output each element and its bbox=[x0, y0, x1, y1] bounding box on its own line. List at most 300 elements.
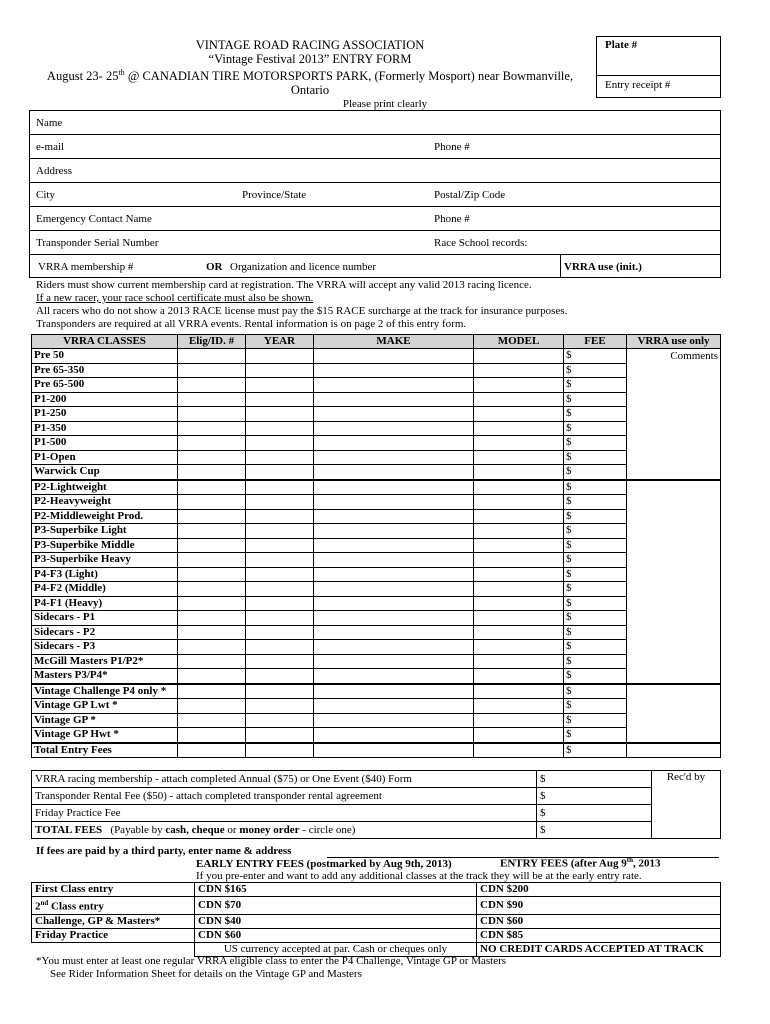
fee-cell[interactable]: $ bbox=[564, 669, 627, 684]
make-cell[interactable] bbox=[314, 611, 474, 626]
fee-cell[interactable]: $ bbox=[564, 596, 627, 611]
year-cell[interactable] bbox=[246, 524, 314, 539]
footer-note-rider-info: See Rider Information Sheet for details on the Vintage GP and Masters bbox=[50, 968, 362, 980]
year-cell[interactable] bbox=[246, 625, 314, 640]
friday-practice-fee-label: Friday Practice Fee bbox=[32, 805, 537, 822]
make-cell[interactable] bbox=[314, 349, 474, 364]
form-header bbox=[30, 38, 590, 97]
fee-cell[interactable]: $ bbox=[564, 363, 627, 378]
class-name: P3-Superbike Heavy bbox=[32, 553, 178, 568]
fee-cell[interactable]: $ bbox=[564, 524, 627, 539]
class-name: Vintage GP Hwt * bbox=[32, 728, 178, 743]
table-row bbox=[32, 611, 721, 626]
table-row bbox=[32, 509, 721, 524]
vrra-use-cell[interactable] bbox=[627, 436, 721, 451]
vrra-use-cell[interactable] bbox=[627, 509, 721, 524]
fee-cell[interactable]: $ bbox=[564, 640, 627, 655]
year-cell[interactable] bbox=[246, 728, 314, 743]
col-model: MODEL bbox=[474, 335, 564, 349]
col-elig-id: Elig/ID. # bbox=[178, 335, 246, 349]
elig-id-cell[interactable] bbox=[178, 582, 246, 597]
model-cell[interactable] bbox=[474, 582, 564, 597]
class-name: Vintage Challenge P4 only * bbox=[32, 684, 178, 699]
transponder-serial-field[interactable]: Transponder Serial Number bbox=[36, 237, 159, 249]
province-state-field[interactable]: Province/State bbox=[242, 189, 307, 201]
model-cell[interactable] bbox=[474, 728, 564, 743]
model-cell[interactable] bbox=[474, 713, 564, 728]
year-cell[interactable] bbox=[246, 421, 314, 436]
model-cell[interactable] bbox=[474, 349, 564, 364]
make-cell[interactable] bbox=[314, 436, 474, 451]
race-school-records-field[interactable]: Race School records: bbox=[434, 237, 528, 249]
elig-id-cell[interactable] bbox=[178, 640, 246, 655]
col-fee: FEE bbox=[564, 335, 627, 349]
fee-cell[interactable]: $ bbox=[564, 378, 627, 393]
vrra-use-cell[interactable] bbox=[627, 480, 721, 495]
year-cell[interactable] bbox=[246, 495, 314, 510]
vrra-use-cell[interactable] bbox=[627, 582, 721, 597]
table-row bbox=[32, 567, 721, 582]
model-cell[interactable] bbox=[474, 538, 564, 553]
class-name: P1-350 bbox=[32, 421, 178, 436]
fees-table bbox=[31, 770, 721, 839]
footer-note-eligibility: *You must enter at least one regular VRRA eligible class to enter the P4 Challenge, Vintage GP or Masters bbox=[36, 955, 507, 967]
col-vrra-classes: VRRA CLASSES bbox=[32, 335, 178, 349]
vrra-use-cell[interactable] bbox=[627, 654, 721, 669]
vrra-use-cell[interactable] bbox=[627, 363, 721, 378]
year-cell[interactable] bbox=[246, 436, 314, 451]
elig-id-cell[interactable] bbox=[178, 392, 246, 407]
vrra-use-cell[interactable]: Comments bbox=[627, 349, 721, 364]
total-fees-amount[interactable]: $ bbox=[537, 822, 652, 839]
year-cell[interactable] bbox=[246, 654, 314, 669]
class-name: P4-F1 (Heavy) bbox=[32, 596, 178, 611]
year-cell[interactable] bbox=[246, 640, 314, 655]
make-cell[interactable] bbox=[314, 699, 474, 714]
entry-receipt-label: Entry receipt # bbox=[605, 79, 671, 91]
early-fee: CDN $165 bbox=[195, 883, 477, 897]
fee-cell[interactable]: $ bbox=[564, 713, 627, 728]
vrra-use-cell[interactable] bbox=[627, 669, 721, 684]
fee-cell[interactable]: $ bbox=[564, 553, 627, 568]
emergency-contact-field[interactable]: Emergency Contact Name bbox=[36, 213, 152, 225]
class-name: P2-Lightweight bbox=[32, 480, 178, 495]
model-cell[interactable] bbox=[474, 465, 564, 480]
note-membership-card: Riders must show current membership card at registration. The VRRA will accept any valid 2013 racing licence. bbox=[36, 279, 532, 291]
table-row bbox=[32, 684, 721, 699]
model-cell[interactable] bbox=[474, 450, 564, 465]
total-fees-label: TOTAL FEES (Payable by cash, cheque or money order - circle one) bbox=[32, 822, 537, 839]
model-cell[interactable] bbox=[474, 495, 564, 510]
col-make: MAKE bbox=[314, 335, 474, 349]
vrra-use-cell[interactable] bbox=[627, 392, 721, 407]
no-credit-cards-note: NO CREDIT CARDS ACCEPTED AT TRACK bbox=[477, 942, 721, 956]
class-name: P4-F3 (Light) bbox=[32, 567, 178, 582]
elig-id-cell[interactable] bbox=[178, 553, 246, 568]
vrra-use-cell[interactable] bbox=[627, 728, 721, 743]
table-row bbox=[32, 582, 721, 597]
year-cell[interactable] bbox=[246, 349, 314, 364]
table-row bbox=[32, 436, 721, 451]
fee-cell[interactable]: $ bbox=[564, 611, 627, 626]
fee-cell[interactable]: $ bbox=[564, 495, 627, 510]
year-cell[interactable] bbox=[246, 392, 314, 407]
make-cell[interactable] bbox=[314, 582, 474, 597]
class-name: Vintage GP Lwt * bbox=[32, 699, 178, 714]
vrra-use-cell[interactable] bbox=[627, 684, 721, 699]
table-row bbox=[32, 480, 721, 495]
year-cell[interactable] bbox=[246, 699, 314, 714]
col-vrra-use-only: VRRA use only bbox=[627, 335, 721, 349]
late-fee: CDN $60 bbox=[477, 914, 721, 928]
elig-id-cell[interactable] bbox=[178, 436, 246, 451]
make-cell[interactable] bbox=[314, 625, 474, 640]
late-entry-header: ENTRY FEES (after Aug 9th, 2013 bbox=[500, 856, 661, 870]
year-cell[interactable] bbox=[246, 684, 314, 699]
table-row bbox=[32, 392, 721, 407]
class-name: Sidecars - P2 bbox=[32, 625, 178, 640]
elig-id-cell[interactable] bbox=[178, 421, 246, 436]
elig-id-cell[interactable] bbox=[178, 538, 246, 553]
table-row bbox=[32, 363, 721, 378]
year-cell[interactable] bbox=[246, 465, 314, 480]
year-cell[interactable] bbox=[246, 363, 314, 378]
class-name: P1-Open bbox=[32, 450, 178, 465]
model-cell[interactable] bbox=[474, 654, 564, 669]
elig-id-cell[interactable] bbox=[178, 509, 246, 524]
table-row bbox=[32, 713, 721, 728]
classes-table bbox=[31, 334, 721, 758]
membership-fee-amount[interactable]: $ bbox=[537, 771, 652, 788]
make-cell[interactable] bbox=[314, 480, 474, 495]
late-fee: CDN $90 bbox=[477, 897, 721, 915]
vrra-use-cell[interactable] bbox=[627, 378, 721, 393]
table-row bbox=[32, 771, 721, 788]
membership-fee-label: VRRA racing membership - attach completed Annual ($75) or One Event ($40) Form bbox=[32, 771, 537, 788]
make-cell[interactable] bbox=[314, 378, 474, 393]
make-cell[interactable] bbox=[314, 524, 474, 539]
make-cell[interactable] bbox=[314, 450, 474, 465]
model-cell[interactable] bbox=[474, 640, 564, 655]
pre-enter-note: If you pre-enter and want to add any additional classes at the track they will be at the early entry rate. bbox=[196, 870, 642, 882]
table-row bbox=[32, 914, 721, 928]
table-row bbox=[32, 743, 721, 758]
table-row bbox=[32, 654, 721, 669]
vrra-use-cell[interactable] bbox=[627, 538, 721, 553]
year-cell[interactable] bbox=[246, 669, 314, 684]
transponder-fee-label: Transponder Rental Fee ($50) - attach completed transponder rental agreement bbox=[32, 788, 537, 805]
class-name: P1-250 bbox=[32, 407, 178, 422]
model-cell[interactable] bbox=[474, 611, 564, 626]
vrra-use-cell[interactable] bbox=[627, 596, 721, 611]
emergency-phone-field[interactable]: Phone # bbox=[434, 213, 470, 225]
early-fee: CDN $70 bbox=[195, 897, 477, 915]
model-cell[interactable] bbox=[474, 509, 564, 524]
make-cell[interactable] bbox=[314, 538, 474, 553]
model-cell[interactable] bbox=[474, 480, 564, 495]
class-name: P1-200 bbox=[32, 392, 178, 407]
fee-cell[interactable]: $ bbox=[564, 728, 627, 743]
fee-cell[interactable]: $ bbox=[564, 654, 627, 669]
elig-id-cell[interactable] bbox=[178, 349, 246, 364]
table-row bbox=[32, 553, 721, 568]
fee-cell[interactable]: $ bbox=[564, 349, 627, 364]
table-row bbox=[32, 495, 721, 510]
elig-id-cell[interactable] bbox=[178, 654, 246, 669]
table-row bbox=[32, 728, 721, 743]
elig-id-cell[interactable] bbox=[178, 407, 246, 422]
make-cell[interactable] bbox=[314, 465, 474, 480]
vrra-use-cell[interactable] bbox=[627, 743, 721, 758]
vrra-use-cell[interactable] bbox=[627, 625, 721, 640]
model-cell[interactable] bbox=[474, 596, 564, 611]
elig-id-cell[interactable] bbox=[178, 743, 246, 758]
recd-by-label: Rec'd by bbox=[666, 771, 706, 783]
table-row bbox=[32, 805, 721, 822]
table-row bbox=[32, 524, 721, 539]
fee-cell[interactable]: $ bbox=[564, 509, 627, 524]
table-row bbox=[32, 883, 721, 897]
postal-code-field[interactable]: Postal/Zip Code bbox=[434, 189, 506, 201]
fee-cell[interactable]: $ bbox=[564, 392, 627, 407]
festival-title: “Vintage Festival 2013” ENTRY FORM bbox=[208, 52, 412, 66]
table-row bbox=[32, 699, 721, 714]
entry-fees-table bbox=[31, 882, 721, 957]
model-cell[interactable] bbox=[474, 436, 564, 451]
year-cell[interactable] bbox=[246, 553, 314, 568]
model-cell[interactable] bbox=[474, 421, 564, 436]
class-name: P4-F2 (Middle) bbox=[32, 582, 178, 597]
year-cell[interactable] bbox=[246, 582, 314, 597]
plate-box[interactable] bbox=[596, 36, 721, 98]
class-name: Pre 65-350 bbox=[32, 363, 178, 378]
model-cell[interactable] bbox=[474, 407, 564, 422]
elig-id-cell[interactable] bbox=[178, 378, 246, 393]
vrra-use-init-label: VRRA use (init.) bbox=[564, 261, 642, 273]
email-field[interactable]: e-mail bbox=[36, 141, 65, 153]
org-licence-field[interactable]: Organization and licence number bbox=[230, 261, 377, 273]
table-row bbox=[32, 407, 721, 422]
year-cell[interactable] bbox=[246, 611, 314, 626]
vrra-use-cell[interactable] bbox=[627, 553, 721, 568]
elig-id-cell[interactable] bbox=[178, 596, 246, 611]
year-cell[interactable] bbox=[246, 596, 314, 611]
vrra-use-cell[interactable] bbox=[627, 699, 721, 714]
class-name: Total Entry Fees bbox=[32, 743, 178, 758]
note-race-surcharge: All racers who do not show a 2013 RACE license must pay the $15 RACE surcharge at the track for insurance purposes. bbox=[36, 305, 568, 317]
table-row bbox=[32, 625, 721, 640]
year-cell[interactable] bbox=[246, 378, 314, 393]
class-name: Vintage GP * bbox=[32, 713, 178, 728]
make-cell[interactable] bbox=[314, 407, 474, 422]
address-field[interactable]: Address bbox=[36, 165, 73, 177]
vrra-use-cell[interactable] bbox=[627, 611, 721, 626]
class-name: Masters P3/P4* bbox=[32, 669, 178, 684]
fee-cell[interactable]: $ bbox=[564, 465, 627, 480]
classes-table-header bbox=[32, 335, 721, 349]
make-cell[interactable] bbox=[314, 596, 474, 611]
model-cell[interactable] bbox=[474, 625, 564, 640]
year-cell[interactable] bbox=[246, 450, 314, 465]
association-title: VINTAGE ROAD RACING ASSOCIATION bbox=[195, 38, 425, 52]
elig-id-cell[interactable] bbox=[178, 699, 246, 714]
make-cell[interactable] bbox=[314, 567, 474, 582]
or-label: OR bbox=[206, 261, 223, 273]
table-row bbox=[32, 928, 721, 942]
class-name: McGill Masters P1/P2* bbox=[32, 654, 178, 669]
class-name: Warwick Cup bbox=[32, 465, 178, 480]
fee-cell[interactable]: $ bbox=[564, 450, 627, 465]
table-row bbox=[32, 421, 721, 436]
model-cell[interactable] bbox=[474, 743, 564, 758]
make-cell[interactable] bbox=[314, 669, 474, 684]
friday-practice-fee-amount[interactable]: $ bbox=[537, 805, 652, 822]
vrra-membership-field[interactable]: VRRA membership # bbox=[38, 261, 134, 273]
fee-cell[interactable]: $ bbox=[564, 625, 627, 640]
elig-id-cell[interactable] bbox=[178, 450, 246, 465]
table-row bbox=[32, 669, 721, 684]
make-cell[interactable] bbox=[314, 509, 474, 524]
vrra-use-cell[interactable] bbox=[627, 495, 721, 510]
table-row bbox=[32, 538, 721, 553]
table-row bbox=[32, 465, 721, 480]
make-cell[interactable] bbox=[314, 363, 474, 378]
fee-cell[interactable]: $ bbox=[564, 567, 627, 582]
entry-type-label: First Class entry bbox=[32, 883, 195, 897]
early-fee: CDN $40 bbox=[195, 914, 477, 928]
print-clearly-note: Please print clearly bbox=[342, 98, 428, 110]
elig-id-cell[interactable] bbox=[178, 684, 246, 699]
table-row bbox=[32, 378, 721, 393]
fee-cell[interactable]: $ bbox=[564, 582, 627, 597]
table-row bbox=[32, 596, 721, 611]
class-name: P3-Superbike Light bbox=[32, 524, 178, 539]
note-race-school: If a new racer, your race school certificate must also be shown. bbox=[36, 292, 314, 304]
us-currency-note: US currency accepted at par. Cash or cheques only bbox=[195, 942, 477, 956]
city-field[interactable]: City bbox=[36, 189, 55, 201]
model-cell[interactable] bbox=[474, 378, 564, 393]
year-cell[interactable] bbox=[246, 509, 314, 524]
elig-id-cell[interactable] bbox=[178, 728, 246, 743]
make-cell[interactable] bbox=[314, 654, 474, 669]
elig-id-cell[interactable] bbox=[178, 524, 246, 539]
fee-cell[interactable]: $ bbox=[564, 480, 627, 495]
class-name: P2-Heavyweight bbox=[32, 495, 178, 510]
class-name: P2-Middleweight Prod. bbox=[32, 509, 178, 524]
model-cell[interactable] bbox=[474, 363, 564, 378]
table-row bbox=[32, 822, 721, 839]
transponder-fee-amount[interactable]: $ bbox=[537, 788, 652, 805]
elig-id-cell[interactable] bbox=[178, 713, 246, 728]
fee-cell[interactable]: $ bbox=[564, 407, 627, 422]
vrra-use-cell[interactable] bbox=[627, 567, 721, 582]
model-cell[interactable] bbox=[474, 684, 564, 699]
year-cell[interactable] bbox=[246, 538, 314, 553]
elig-id-cell[interactable] bbox=[178, 480, 246, 495]
make-cell[interactable] bbox=[314, 553, 474, 568]
make-cell[interactable] bbox=[314, 640, 474, 655]
early-entry-header: EARLY ENTRY FEES (postmarked by Aug 9th, 2013) bbox=[196, 858, 452, 870]
elig-id-cell[interactable] bbox=[178, 611, 246, 626]
year-cell[interactable] bbox=[246, 480, 314, 495]
class-name: P3-Superbike Middle bbox=[32, 538, 178, 553]
elig-id-cell[interactable] bbox=[178, 363, 246, 378]
model-cell[interactable] bbox=[474, 699, 564, 714]
elig-id-cell[interactable] bbox=[178, 495, 246, 510]
fee-cell[interactable]: $ bbox=[564, 421, 627, 436]
class-name: Sidecars - P1 bbox=[32, 611, 178, 626]
make-cell[interactable] bbox=[314, 713, 474, 728]
entry-type-label: 2nd Class entry bbox=[32, 897, 195, 915]
model-cell[interactable] bbox=[474, 524, 564, 539]
fee-cell[interactable]: $ bbox=[564, 684, 627, 699]
recd-by-box[interactable] bbox=[652, 771, 721, 839]
vrra-use-cell[interactable] bbox=[627, 407, 721, 422]
make-cell[interactable] bbox=[314, 392, 474, 407]
col-year: YEAR bbox=[246, 335, 314, 349]
table-row bbox=[32, 450, 721, 465]
table-row bbox=[32, 897, 721, 915]
model-cell[interactable] bbox=[474, 669, 564, 684]
table-row bbox=[32, 788, 721, 805]
year-cell[interactable] bbox=[246, 407, 314, 422]
make-cell[interactable] bbox=[314, 495, 474, 510]
vrra-use-cell[interactable] bbox=[627, 421, 721, 436]
vrra-use-cell[interactable] bbox=[627, 465, 721, 480]
make-cell[interactable] bbox=[314, 684, 474, 699]
entry-type-label: Friday Practice bbox=[32, 928, 195, 942]
fee-cell[interactable]: $ bbox=[564, 743, 627, 758]
early-fee: CDN $60 bbox=[195, 928, 477, 942]
vrra-use-cell[interactable] bbox=[627, 640, 721, 655]
class-name: Pre 65-500 bbox=[32, 378, 178, 393]
year-cell[interactable] bbox=[246, 713, 314, 728]
fee-cell[interactable]: $ bbox=[564, 538, 627, 553]
elig-id-cell[interactable] bbox=[178, 465, 246, 480]
vrra-use-cell[interactable] bbox=[627, 450, 721, 465]
make-cell[interactable] bbox=[314, 728, 474, 743]
model-cell[interactable] bbox=[474, 553, 564, 568]
event-dates-location: August 23- 25th @ CANADIAN TIRE MOTORSPORTS PARK, (Formerly Mosport) near Bowmanville, bbox=[46, 68, 574, 84]
class-name: Pre 50 bbox=[32, 349, 178, 364]
elig-id-cell[interactable] bbox=[178, 625, 246, 640]
phone-field[interactable]: Phone # bbox=[434, 141, 470, 153]
vrra-use-cell[interactable] bbox=[627, 713, 721, 728]
year-cell[interactable] bbox=[246, 567, 314, 582]
model-cell[interactable] bbox=[474, 567, 564, 582]
plate-label: Plate # bbox=[605, 39, 638, 51]
late-fee: CDN $85 bbox=[477, 928, 721, 942]
event-province: Ontario bbox=[290, 83, 330, 98]
make-cell[interactable] bbox=[314, 421, 474, 436]
note-transponders: Transponders are required at all VRRA events. Rental information is on page 2 of this entry form. bbox=[36, 318, 467, 330]
rider-info-box bbox=[29, 110, 721, 278]
model-cell[interactable] bbox=[474, 392, 564, 407]
fee-cell[interactable]: $ bbox=[564, 436, 627, 451]
third-party-field[interactable]: If fees are paid by a third party, enter name & address bbox=[36, 845, 292, 857]
elig-id-cell[interactable] bbox=[178, 669, 246, 684]
year-cell[interactable] bbox=[246, 743, 314, 758]
table-row bbox=[32, 349, 721, 364]
fee-cell[interactable]: $ bbox=[564, 699, 627, 714]
vrra-use-cell[interactable] bbox=[627, 524, 721, 539]
name-field[interactable]: Name bbox=[36, 117, 63, 129]
class-name: P1-500 bbox=[32, 436, 178, 451]
entry-type-label: Challenge, GP & Masters* bbox=[32, 914, 195, 928]
elig-id-cell[interactable] bbox=[178, 567, 246, 582]
class-name: Sidecars - P3 bbox=[32, 640, 178, 655]
make-cell[interactable] bbox=[314, 743, 474, 758]
